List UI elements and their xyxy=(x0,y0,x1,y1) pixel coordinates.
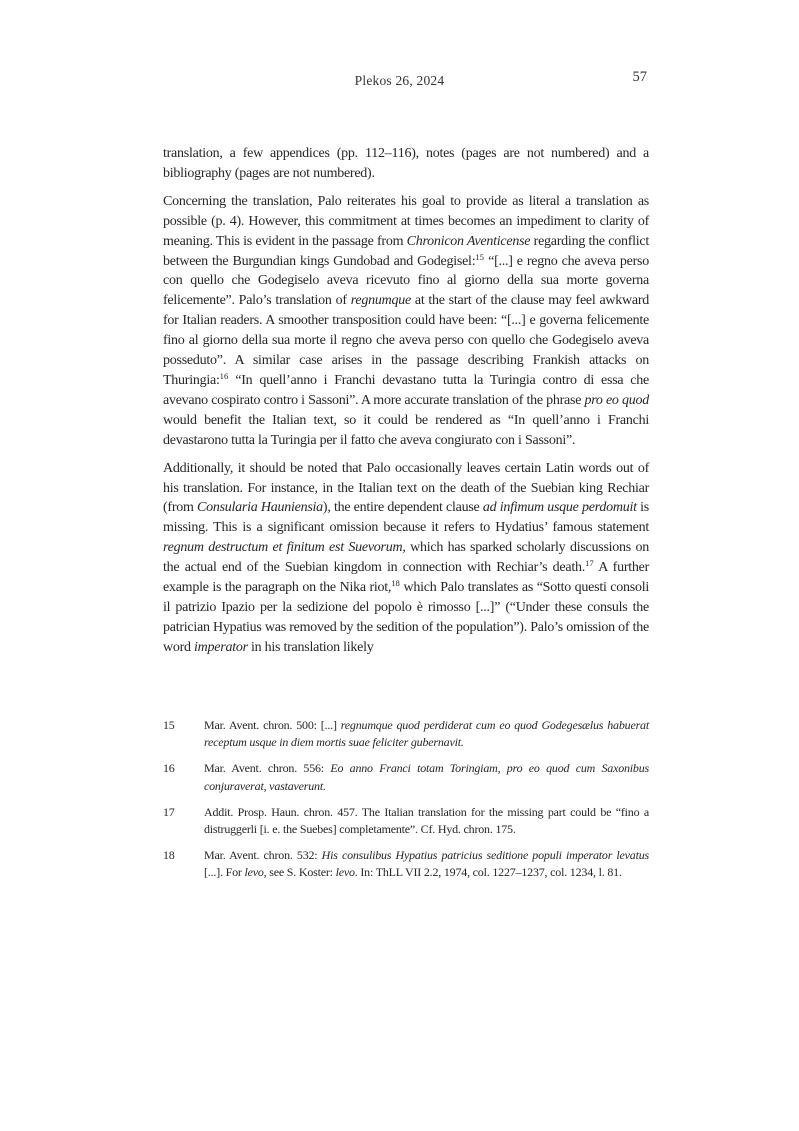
footnote-number: 17 xyxy=(163,804,175,819)
italic-text-run: ad infimum usque perdomuit xyxy=(482,500,637,516)
text-run: , which has sparked scholarly discussions on the actual end of the Suebian kingdom in connection with Rechiar’s death. xyxy=(163,540,649,576)
footnote-number: 15 xyxy=(163,718,175,732)
italic-text-run: Eo anno Franci totam Toringiam, pro eo quod cum Saxonibus conjuraverat, vastaverunt. xyxy=(204,761,650,793)
footnote xyxy=(163,717,649,751)
text-run: which Palo translates as “Sotto questi consoli il patrizio Ipazio per la sedizione del popolo è rimosso [...]” (“Under these consuls the patrician Hypatius was removed by the sedition of the population”). Palo’s omission of the word xyxy=(163,580,650,655)
footnote xyxy=(163,804,649,838)
footnote xyxy=(163,760,649,794)
text-run: A further example is the paragraph on the Nika riot, xyxy=(163,560,650,596)
text-run: translation, a few appendices (pp. 112–116), notes (pages are not numbered) and a bibliography (pages are not numbered). xyxy=(163,146,649,181)
journal-title: Plekos 26, 2024 xyxy=(354,73,445,88)
italic-text-run: pro eo quod xyxy=(584,392,649,408)
text-run: Additionally, it should be noted that Palo occasionally leaves certain Latin words out of his translation. For instance, in the Italian text on the death of the Suebian king Rechiar (from xyxy=(163,460,649,516)
text-run: at the start of the clause may feel awkward for Italian readers. A smoother transposition could have been: “[...] e governa felicemente fino al giorno della sua morte il regno che aveva perso con quello che Godegiselo aveva posseduto”. A similar case arises in the passage describing Frankish attacks on Thuringia: xyxy=(163,293,649,388)
text-run: “[...] e regno che aveva perso con quello che Godegiselo aveva ricevuto fino al giorno della sua morte governa felicemente”. Palo’s translation of xyxy=(163,253,649,309)
italic-text-run: regnumque xyxy=(350,293,411,309)
italic-text-run: levo xyxy=(244,865,264,880)
text-run: Mar. Avent. chron. 532: xyxy=(204,848,322,863)
text-run: would benefit the Italian text, so it could be rendered as “In quell’anno i Franchi devastarono tutta la Turingia per il fatto che aveva congiurato con i Sassoni”. xyxy=(163,412,649,448)
italic-text-run: regnumque quod perdiderat cum eo quod Godegesælus habuerat receptum usque in diem mortis suae feliciter gubernavit. xyxy=(204,718,649,750)
footnote xyxy=(163,847,649,881)
text-run: ), the entire dependent clause xyxy=(322,500,483,516)
italic-text-run: Chronicon Aventicense xyxy=(406,233,531,249)
text-run: is missing. This is a significant omission because it refers to Hydatius’ famous statement xyxy=(163,500,649,536)
footnote-number: 18 xyxy=(163,848,175,863)
footnote-text xyxy=(204,717,649,751)
footnote-text xyxy=(204,760,649,794)
text-run: , see S. Koster: xyxy=(263,865,336,880)
text-run: Addit. Prosp. Haun. chron. 457. The Italian translation for the missing part could be “fino a distruggerli [i. e. the Suebes] completamente”. Cf. Hyd. chron. 175. xyxy=(204,804,649,837)
text-run: regarding the conflict between the Burgundian kings Gundobad and Godegisel: xyxy=(163,233,649,269)
paragraph xyxy=(163,459,649,658)
page-number: 57 xyxy=(632,69,647,85)
footnote-list xyxy=(163,717,649,891)
text-run: in his translation likely xyxy=(247,639,374,655)
text-run: “In quell’anno i Franchi devastano tutta la Turingia contro di essa che avevano cospirato contro i Sassoni”. A more accurate translation of the phrase xyxy=(163,372,649,408)
paragraph xyxy=(163,144,649,184)
footnote-ref: 17 xyxy=(585,558,594,569)
footnote-ref: 18 xyxy=(391,578,400,589)
text-run: Mar. Avent. chron. 500: [...] xyxy=(204,718,341,732)
running-head xyxy=(0,73,799,89)
footnote-text xyxy=(204,847,649,881)
body-paragraphs xyxy=(163,144,649,666)
italic-text-run: regnum destructum et finitum est Suevorum xyxy=(163,540,403,556)
italic-text-run: imperator xyxy=(194,639,248,655)
footnote-ref: 15 xyxy=(475,251,485,262)
footnote-text xyxy=(204,804,649,838)
italic-text-run: levo xyxy=(335,865,355,880)
text-run: [...]. For xyxy=(204,865,245,880)
text-run: Concerning the translation, Palo reiterates his goal to provide as literal a translation as possible (p. 4). However, this commitment at times becomes an impediment to clarity of meaning. This is evident in the passage from xyxy=(163,193,649,249)
paragraph xyxy=(163,192,649,451)
footnote-number: 16 xyxy=(163,761,175,776)
italic-text-run: His consulibus Hypatius patricius seditione populi imperator levatus xyxy=(321,848,649,863)
text-run: Mar. Avent. chron. 556: xyxy=(204,761,331,776)
footnote-ref: 16 xyxy=(219,371,229,382)
text-run: . In: ThLL VII 2.2, 1974, col. 1227–1237, col. 1234, l. 81. xyxy=(354,865,622,880)
italic-text-run: Consularia Hauniensia xyxy=(196,500,323,516)
